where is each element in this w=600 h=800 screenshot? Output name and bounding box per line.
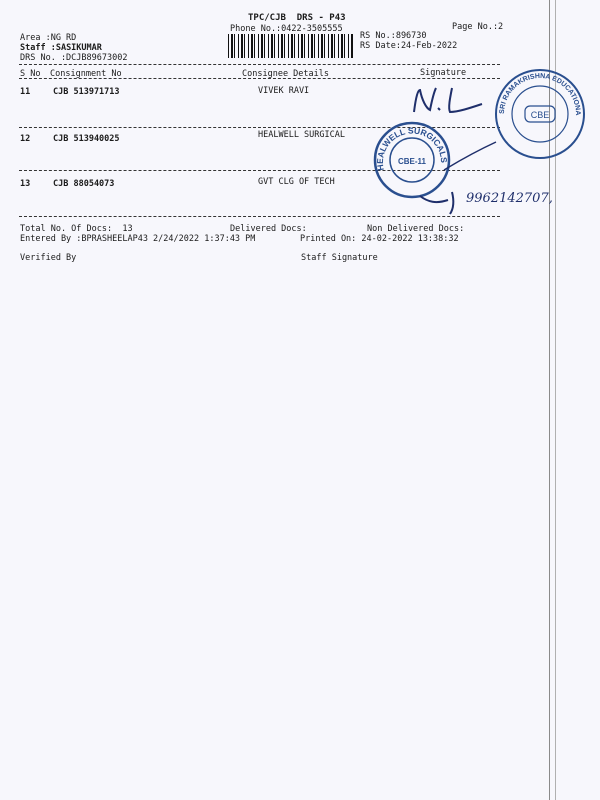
rs-number: RS No.:896730 [360, 31, 427, 41]
phone-number: Phone No.:0422-3505555 [230, 24, 343, 34]
divider [19, 78, 500, 79]
column-header-sno: S No [20, 69, 41, 79]
trust-stamp-center: CBE [530, 110, 550, 120]
row-sno: 11 [20, 87, 31, 97]
healwell-stamp-center: CBE-11 [397, 157, 427, 166]
entered-by: Entered By :BPRASHEELAP43 2/24/2022 1:37:43 PM [20, 234, 256, 244]
row-consignment: CJB 513971713 [53, 87, 120, 97]
row-sno: 12 [20, 134, 31, 144]
handwritten-signature [418, 188, 468, 220]
document-title: TPC/CJB DRS - P43 [248, 13, 346, 23]
printed-on: Printed On: 24-02-2022 13:38:32 [300, 234, 459, 244]
healwell-stamp-text: HEALWELL SURGICALS [374, 125, 450, 172]
non-delivered-docs: Non Delivered Docs: [367, 224, 465, 234]
column-header-consignment: Consignment No [50, 69, 122, 79]
column-header-consignee: Consignee Details [242, 69, 329, 79]
staff-signature-label: Staff Signature [301, 253, 378, 263]
delivered-docs: Delivered Docs: [230, 224, 307, 234]
staff-name: SASIKUMAR [55, 43, 102, 53]
rs-date: RS Date:24-Feb-2022 [360, 41, 458, 51]
staff-label: Staff :SASIKUMAR [20, 43, 102, 53]
row-consignee: GVT CLG OF TECH [258, 177, 335, 187]
page-number: Page No.:2 [452, 22, 504, 32]
verified-by: Verified By [20, 253, 77, 263]
row-consignment: CJB 88054073 [53, 179, 115, 189]
row-consignment: CJB 513940025 [53, 134, 120, 144]
row-consignee: VIVEK RAVI [258, 86, 310, 96]
drs-number: DRS No. :DCJB89673002 [20, 53, 128, 63]
area-label: Area :NG RD [20, 33, 77, 43]
row-consignee: HEALWELL SURGICAL [258, 130, 345, 140]
divider [19, 64, 500, 65]
row-sno: 13 [20, 179, 31, 189]
trust-stamp-text: SRI RAMAKRISHNA EDUCATIONA [498, 72, 582, 116]
handwritten-stroke [440, 136, 500, 180]
handwritten-phone: 9962142707, [466, 191, 553, 206]
total-docs: Total No. Of Docs: 13 [20, 224, 133, 234]
column-header-signature: Signature [420, 68, 467, 78]
barcode [228, 34, 354, 58]
